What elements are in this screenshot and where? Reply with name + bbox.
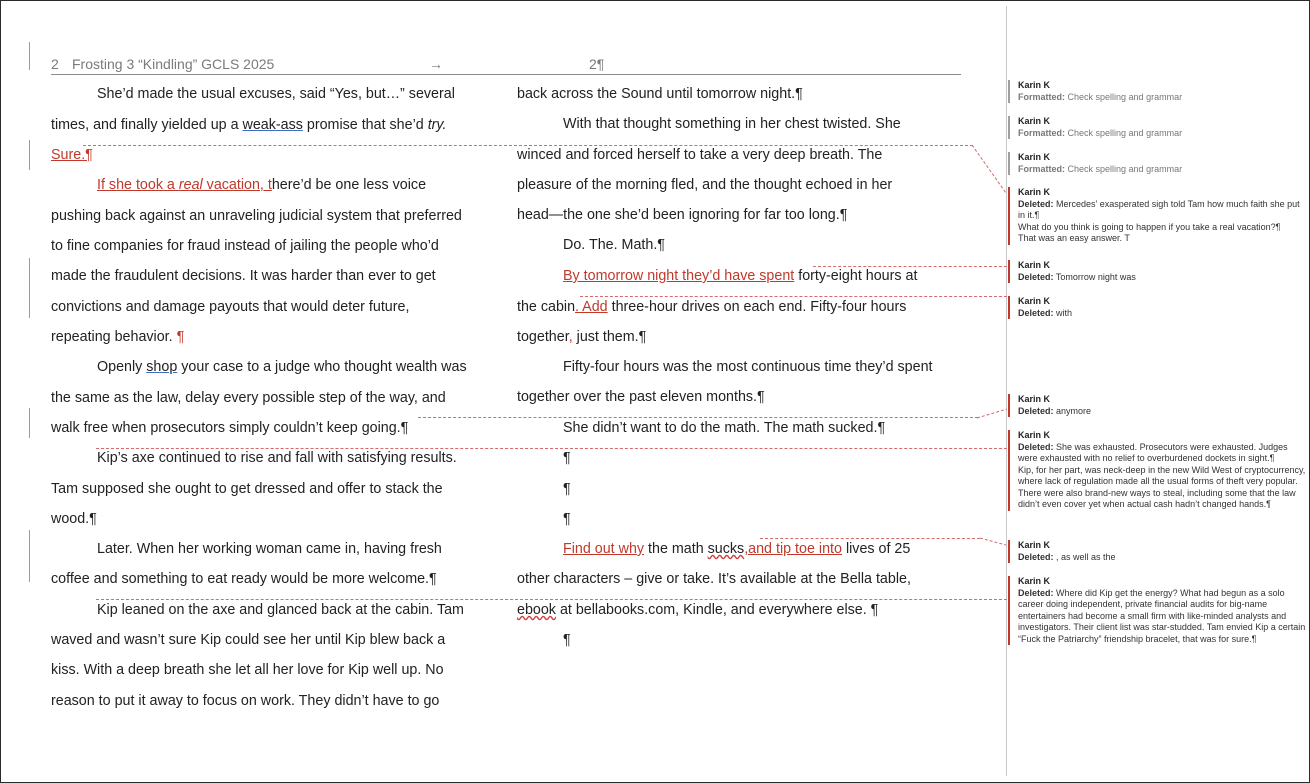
text-line[interactable]: Kip leaned on the axe and glanced back at the cabin. Tam — [97, 602, 464, 618]
revision-bar — [29, 42, 30, 70]
deletion-balloon[interactable]: Karin K Deleted: Tomorrow night was — [1008, 260, 1308, 283]
header-title: Frosting 3 “Kindling” GCLS 2025 — [72, 56, 275, 72]
revision-leader-connector — [970, 143, 1010, 198]
revision-leader-line — [580, 296, 1007, 297]
deletion-balloon[interactable]: Karin K Deleted: Where did Kip get the energy? What had begun as a solo career doing independent, private financial audits for big-name entertainers had become a small firm with like-minded analysts and investigators. Their client list was star-studded. Tam envied Kip a certain “Fuck the Patriarchy” friendship bracelet, that was for sure.¶ — [1008, 576, 1308, 645]
text-line[interactable]: together over the past eleven months.¶ — [517, 389, 765, 405]
markup-pane-divider — [1006, 6, 1007, 776]
revision-bar — [29, 140, 30, 170]
text-line[interactable]: convictions and damage payouts that would deter future, — [51, 299, 410, 315]
formatting-balloon[interactable]: Karin K Formatted: Check spelling and grammar — [1008, 80, 1308, 103]
text-line[interactable]: to fine companies for fraud instead of jailing the people who’d — [51, 238, 439, 254]
revision-bar — [29, 408, 30, 438]
text-line[interactable]: the cabin. Add three-hour drives on each end. Fifty-four hours — [517, 299, 907, 315]
text-line[interactable]: kiss. With a deep breath she let all her love for Kip well up. No — [51, 662, 444, 678]
formatting-balloon[interactable]: Karin K Formatted: Check spelling and grammar — [1008, 116, 1308, 139]
text-line[interactable]: other characters – give or take. It’s available at the Bella table, — [517, 571, 911, 587]
deletion-balloon[interactable]: Karin K Deleted: , as well as the — [1008, 540, 1308, 563]
page-header — [51, 54, 961, 75]
revision-leader-line — [83, 145, 973, 146]
text-line[interactable]: She’d made the usual excuses, said “Yes, but…” several — [97, 86, 455, 102]
text-line[interactable]: wood.¶ — [51, 511, 97, 527]
text-line[interactable]: winced and forced herself to take a very deep breath. The — [517, 147, 883, 163]
text-line[interactable]: Openly shop your case to a judge who thought wealth was — [97, 359, 467, 375]
text-line[interactable]: Later. When her working woman came in, having fresh — [97, 541, 442, 557]
text-line[interactable]: waved and wasn’t sure Kip could see her until Kip blew back a — [51, 632, 446, 648]
text-line[interactable]: head—the one she’d been ignoring for far too long.¶ — [517, 207, 848, 223]
revision-bar — [29, 530, 30, 582]
text-line[interactable]: ¶ — [563, 481, 571, 497]
text-line[interactable]: pushing back against an unraveling judicial system that preferred — [51, 208, 462, 224]
text-line[interactable]: ¶ — [563, 632, 571, 648]
text-line[interactable]: ¶ — [563, 511, 571, 527]
text-line[interactable]: Tam supposed she ought to get dressed and offer to stack the — [51, 481, 443, 497]
text-line[interactable]: She didn’t want to do the math. The math sucked.¶ — [563, 420, 886, 436]
text-line[interactable]: walk free when prosecutors simply couldn’t keep going.¶ — [51, 420, 409, 436]
revision-leader-line — [96, 599, 1007, 600]
text-line[interactable]: ¶ — [563, 450, 571, 466]
deletion-balloon[interactable]: Karin K Deleted: She was exhausted. Prosecutors were exhausted. Judges were exhausted with no relief to overburdened dockets in sight.¶ Kip, for her part, was neck-deep in the new Wild West of cryptocurrency, where lack of regulation made all the usual forms of theft very popular. There were also brand-new ways to steal, including some that the law didn’t even cover yet when actual cash hadn’t changed hands.¶ — [1008, 430, 1308, 511]
deletion-balloon[interactable]: Karin K Deleted: Mercedes’ exasperated sigh told Tam how much faith she put in it.¶ What do you think is going to happen if you take a real vacation?¶ That was an easy answer. T — [1008, 187, 1308, 245]
text-line[interactable]: With that thought something in her chest twisted. She — [563, 116, 901, 132]
text-line[interactable]: If she took a real vacation, there’d be one less voice — [97, 177, 427, 193]
revision-leader-line — [813, 266, 1007, 267]
text-line[interactable]: coffee and something to eat ready would be more welcome.¶ — [51, 571, 437, 587]
tab-arrow-icon: → — [429, 56, 443, 72]
text-line[interactable]: Find out why the math sucks,and tip toe into lives of 25 — [563, 541, 911, 557]
text-line[interactable]: pleasure of the morning fled, and the thought echoed in her — [517, 177, 893, 193]
text-line[interactable]: back across the Sound until tomorrow night.¶ — [517, 86, 803, 102]
text-line[interactable]: Kip’s axe continued to rise and fall with satisfying results. — [97, 450, 457, 466]
revision-bar — [29, 258, 30, 318]
text-line[interactable]: ebook at bellabooks.com, Kindle, and everywhere else. ¶ — [517, 602, 879, 618]
header-right-number: 2¶ — [589, 56, 605, 72]
text-line[interactable]: times, and finally yielded up a weak-ass promise that she’d try. — [51, 117, 447, 133]
revision-leader-connector — [975, 407, 1009, 421]
text-line[interactable]: the same as the law, delay every possible step of the way, and — [51, 390, 446, 406]
deletion-balloon[interactable]: Karin K Deleted: anymore — [1008, 394, 1308, 417]
text-line[interactable]: Fifty-four hours was the most continuous time they’d spent — [563, 359, 933, 375]
header-page-number: 2 — [51, 56, 59, 72]
text-line[interactable]: Do. The. Math.¶ — [563, 237, 665, 253]
text-line[interactable]: made the fraudulent decisions. It was harder than ever to get — [51, 268, 436, 284]
revision-leader-connector — [978, 536, 1008, 548]
text-line[interactable]: By tomorrow night they’d have spent forty-eight hours at — [563, 268, 918, 284]
text-line[interactable]: reason to put it away to focus on work. They didn’t have to go — [51, 693, 440, 709]
text-line[interactable]: Sure.¶ — [51, 147, 93, 163]
revision-leader-line — [96, 448, 1007, 449]
revision-leader-line — [418, 417, 978, 418]
formatting-balloon[interactable]: Karin K Formatted: Check spelling and grammar — [1008, 152, 1308, 175]
text-line[interactable]: together, just them.¶ — [517, 329, 647, 345]
revision-leader-line — [760, 538, 980, 539]
deletion-balloon[interactable]: Karin K Deleted: with — [1008, 296, 1308, 319]
text-line[interactable]: repeating behavior. ¶ — [51, 329, 185, 345]
